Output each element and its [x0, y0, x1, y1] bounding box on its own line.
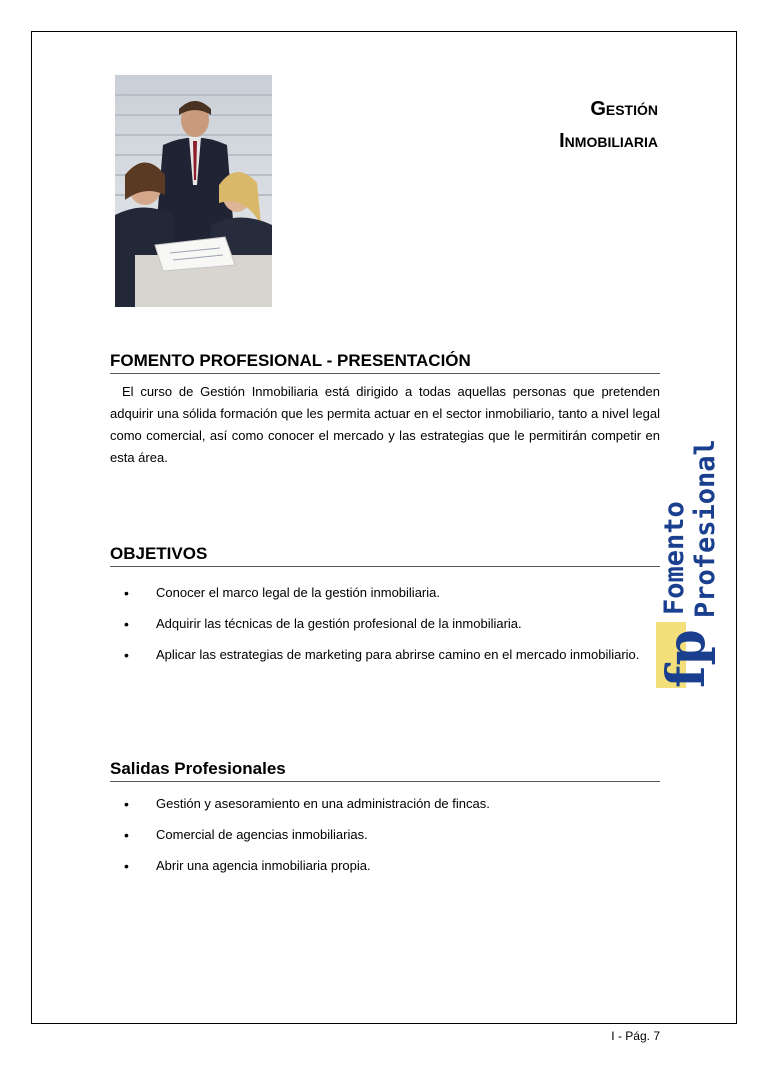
business-meeting-photo: [115, 75, 272, 307]
presentation-paragraph: El curso de Gestión Inmobiliaria está dirigido a todas aquellas personas que pretenden adquirir una sólida formación que les permita actuar en el sector inmobiliario, tanto a nivel legal como comercial, así como conocer el mercado y las estrategias que le permitirán competir en esta área.: [110, 384, 660, 465]
title-line-2: Inmobiliaria: [559, 130, 658, 152]
list-item: • Comercial de agencias inmobiliarias.: [110, 824, 660, 846]
list-item: • Aplicar las estrategias de marketing para abrirse camino en el mercado inmobiliario.: [110, 644, 660, 666]
bullet-icon: •: [124, 858, 129, 874]
page-number: I - Pág. 7: [611, 1029, 660, 1043]
logo-line-2: Profesional: [690, 439, 721, 618]
objectives-heading: OBJETIVOS: [110, 544, 660, 567]
bullet-icon: •: [124, 647, 129, 663]
presentation-heading: FOMENTO PROFESIONAL - PRESENTACIÓN: [110, 351, 660, 374]
careers-list: [110, 793, 660, 886]
list-item: • Conocer el marco legal de la gestión inmobiliaria.: [110, 582, 660, 604]
document-title: [559, 93, 658, 157]
list-item: • Adquirir las técnicas de la gestión profesional de la inmobiliaria.: [110, 613, 660, 635]
bullet-icon: •: [124, 827, 129, 843]
bullet-icon: •: [124, 796, 129, 812]
bullet-icon: •: [124, 616, 129, 632]
logo-mark: fp: [656, 629, 717, 688]
list-item: • Gestión y asesoramiento en una administración de fincas.: [110, 793, 660, 815]
bullet-icon: •: [124, 585, 129, 601]
title-line-1: Gestión: [590, 98, 658, 120]
fomento-profesional-logo: [656, 410, 722, 690]
objectives-list: [110, 582, 660, 675]
careers-heading: Salidas Profesionales: [110, 759, 660, 782]
logo-line-1: Fomento: [659, 501, 690, 615]
list-item: • Abrir una agencia inmobiliaria propia.: [110, 855, 660, 877]
